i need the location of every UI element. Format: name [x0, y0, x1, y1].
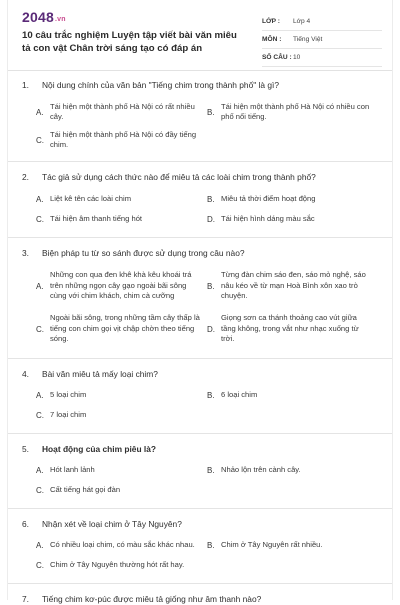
question-prompt: Tác giả sử dụng cách thức nào để miêu tả các loài chim trong thành phố?: [42, 172, 316, 182]
question-7: [8, 583, 392, 605]
option-list: [22, 97, 378, 153]
answer-option-c[interactable]: [36, 405, 207, 425]
question-6: [8, 508, 392, 583]
answer-option-c[interactable]: [36, 480, 207, 500]
question-number: 6.: [22, 519, 29, 529]
answer-option-a[interactable]: [36, 264, 207, 308]
option-text: Miêu tả thời điểm hoạt động: [221, 193, 316, 203]
option-letter: A.: [36, 540, 44, 550]
question-number: 5.: [22, 444, 29, 454]
logo-text: 2048: [22, 9, 54, 25]
meta-label: SỐ CÂU :: [262, 54, 292, 61]
option-letter: C.: [36, 135, 44, 145]
answer-option-c[interactable]: [36, 308, 207, 350]
option-list: [22, 189, 378, 229]
option-text: Cất tiếng hát gọi đàn: [50, 484, 121, 494]
option-text: 6 loại chim: [221, 389, 258, 399]
option-letter: B.: [207, 390, 215, 400]
answer-option-b[interactable]: [207, 535, 378, 555]
question-number: 2.: [22, 172, 29, 182]
meta-row-count: [262, 49, 382, 67]
question-spacer: [22, 575, 378, 583]
meta-value: Lớp 4: [293, 18, 311, 25]
meta-table: [262, 13, 382, 67]
option-text: Những con qua đen khê khà kêu khoái trá trên những ngọn cây gạo ngoài bãi sông cùng với chim khách, chim cà cưỡng: [50, 270, 192, 301]
meta-label: MÔN :: [262, 36, 282, 43]
answer-option-a[interactable]: [36, 460, 207, 480]
question-list: [8, 80, 392, 605]
document-title: 10 câu trắc nghiệm Luyện tập viết bài văn miêu tả con vật Chân trời sáng tạo có đáp án: [22, 30, 237, 54]
option-letter: B.: [207, 107, 215, 117]
question-4: [8, 358, 392, 433]
question-divider: [8, 237, 392, 238]
question-divider: [8, 508, 392, 509]
option-text: Tái hiện một thành phố Hà Nội có rất nhiều cây.: [50, 101, 195, 121]
question-5: [8, 433, 392, 508]
answer-option-a[interactable]: [36, 385, 207, 405]
question-divider: [8, 583, 392, 584]
option-letter: C.: [36, 410, 44, 420]
answer-option-c[interactable]: [36, 555, 207, 575]
option-list: [22, 460, 378, 500]
option-letter: D.: [207, 214, 215, 224]
meta-row-subject: [262, 31, 382, 49]
answer-option-d[interactable]: [207, 209, 378, 229]
option-text: 5 loại chim: [50, 389, 87, 399]
question-divider: [8, 161, 392, 162]
question-divider: [8, 433, 392, 434]
option-text: Ngoài bãi sông, trong những tầm cây thấp là tiếng con chim gọi vịt chập chờn theo tiếng sóng.: [50, 313, 200, 344]
option-letter: C.: [36, 485, 44, 495]
site-logo[interactable]: [22, 9, 66, 25]
question-prompt: Biện pháp tu từ so sánh được sử dụng trong câu nào?: [42, 248, 245, 258]
meta-row-grade: [262, 13, 382, 31]
question-number: 4.: [22, 369, 29, 379]
option-list: [22, 385, 378, 425]
question-spacer: [22, 425, 378, 433]
answer-option-c[interactable]: [36, 127, 207, 153]
answer-option-a[interactable]: [36, 535, 207, 555]
option-text: Giọng sơn ca thánh thoảng cao vút giữa tầng không, trong vắt như nhạc xuống từ trời.: [221, 313, 359, 344]
question-spacer: [22, 229, 378, 237]
question-text: [22, 369, 378, 380]
option-text: Từng đàn chim sáo đen, sáo mỏ nghệ, sáo nâu kéo về từ mạn Hoà Bình xôn xao trò chuyện.: [221, 270, 366, 301]
question-spacer: [22, 500, 378, 508]
question-3: [8, 237, 392, 358]
question-2: [8, 161, 392, 237]
question-prompt: Tiếng chim kơ-púc được miêu tả giống như âm thanh nào?: [42, 594, 262, 604]
option-text: Liệt kê tên các loài chim: [50, 193, 132, 203]
question-1: [8, 80, 392, 161]
option-text: 7 loại chim: [50, 409, 87, 419]
question-prompt: Hoạt động của chim piêu là?: [42, 444, 157, 454]
question-number: 7.: [22, 594, 29, 604]
option-list: [22, 264, 378, 350]
option-letter: C.: [36, 324, 44, 334]
option-list: [22, 535, 378, 575]
answer-option-c[interactable]: [36, 209, 207, 229]
question-text: [22, 519, 378, 530]
page-header: [8, 0, 392, 66]
meta-value: 10: [293, 54, 301, 61]
header-divider: [8, 70, 392, 71]
option-letter: A.: [36, 465, 44, 475]
question-prompt: Nội dung chính của văn bản "Tiếng chim trong thành phố" là gì?: [42, 80, 280, 90]
option-letter: A.: [36, 194, 44, 204]
option-letter: B.: [207, 194, 215, 204]
question-text: [22, 172, 378, 183]
answer-option-b[interactable]: [207, 189, 378, 209]
worksheet-page: [7, 0, 393, 604]
answer-option-a[interactable]: [36, 189, 207, 209]
option-letter: B.: [207, 540, 215, 550]
question-spacer: [22, 153, 378, 161]
option-letter: A.: [36, 390, 44, 400]
answer-option-b[interactable]: [207, 264, 378, 308]
question-prompt: Bài văn miêu tả mấy loại chim?: [42, 369, 158, 379]
answer-option-b[interactable]: [207, 385, 378, 405]
option-text: Tái hiện hình dáng màu sắc: [221, 213, 315, 223]
option-text: Tái hiện âm thanh tiếng hót: [50, 213, 143, 223]
option-letter: C.: [36, 214, 44, 224]
answer-option-d[interactable]: [207, 308, 378, 350]
option-text: Tái hiện một thành phố Hà Nội có nhiều con phố nổi tiếng.: [221, 101, 370, 121]
option-letter: A.: [36, 107, 44, 117]
question-text: [22, 444, 378, 455]
option-text: Chim ở Tây Nguyên rất nhiều.: [221, 539, 323, 549]
option-letter: D.: [207, 324, 215, 334]
option-letter: B.: [207, 465, 215, 475]
question-divider: [8, 358, 392, 359]
logo-suffix: .vn: [54, 16, 66, 23]
option-letter: B.: [207, 281, 215, 291]
question-prompt: Nhận xét về loại chim ở Tây Nguyên?: [42, 519, 182, 529]
question-number: 1.: [22, 80, 29, 90]
answer-option-b[interactable]: [207, 97, 378, 127]
question-text: [22, 80, 378, 91]
option-text: Hót lanh lảnh: [50, 464, 95, 474]
question-text: [22, 248, 378, 259]
option-text: Chim ở Tây Nguyên thường hót rất hay.: [50, 559, 185, 569]
question-number: 3.: [22, 248, 29, 258]
option-letter: A.: [36, 281, 44, 291]
option-text: Tái hiện một thành phố Hà Nội có đầy tiếng chim.: [50, 129, 197, 149]
question-spacer: [22, 350, 378, 358]
option-text: Nhảo lộn trên cành cây.: [221, 464, 301, 474]
answer-option-a[interactable]: [36, 97, 207, 127]
option-text: Có nhiều loại chim, có màu sắc khác nhau.: [50, 539, 195, 549]
option-letter: C.: [36, 560, 44, 570]
answer-option-b[interactable]: [207, 460, 378, 480]
meta-value: Tiếng Việt: [293, 36, 323, 43]
meta-label: LỚP :: [262, 18, 280, 25]
